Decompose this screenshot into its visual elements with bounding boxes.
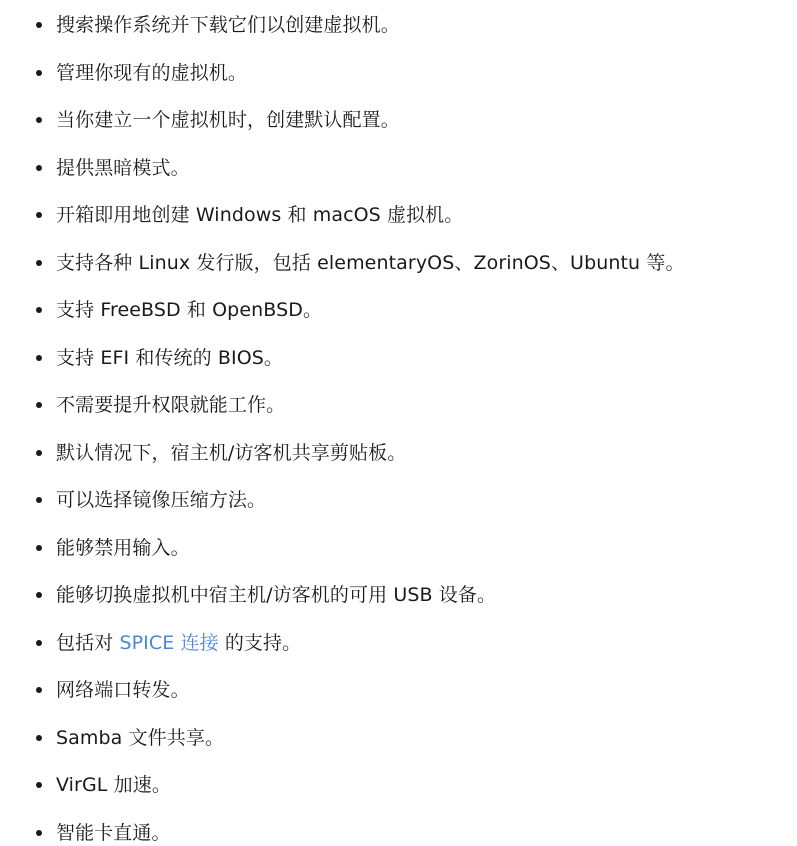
list-item (0, 535, 797, 561)
list-item-text: 智能卡直通。 (56, 821, 171, 844)
list-item (0, 155, 797, 181)
list-item-text: 网络端口转发。 (56, 679, 190, 701)
list-item (0, 392, 797, 418)
list-item-text: 支持 FreeBSD 和 OpenBSD。 (56, 299, 323, 321)
list-item (0, 297, 797, 323)
list-item-text: 提供黑暗模式。 (56, 156, 190, 179)
list-item-text: 包括对 (56, 631, 120, 654)
list-item-text: 开箱即用地创建 Windows 和 macOS 虚拟机。 (56, 204, 464, 226)
list-item-text: 的支持。 (218, 631, 302, 654)
list-item-text: 管理你现有的虚拟机。 (56, 61, 248, 84)
list-item-text: 当你建立一个虚拟机时，创建默认配置。 (56, 109, 400, 131)
list-item-text: 支持 EFI 和传统的 BIOS。 (56, 346, 284, 369)
list-item (0, 725, 797, 751)
list-item-text: 不需要提升权限就能工作。 (56, 394, 286, 416)
list-item (0, 60, 797, 86)
list-item (0, 677, 797, 703)
list-item (0, 202, 797, 228)
list-item (0, 345, 797, 371)
list-item (0, 630, 797, 656)
list-item (0, 820, 797, 846)
list-item-text: 支持各种 Linux 发行版，包括 elementaryOS、ZorinOS、Ubuntu 等。 (56, 251, 685, 274)
spice-link[interactable]: SPICE 连接 (119, 631, 219, 654)
list-item (0, 582, 797, 608)
list-item-text: 搜索操作系统并下载它们以创建虚拟机。 (56, 14, 400, 36)
list-item (0, 107, 797, 133)
list-item-text: 可以选择镜像压缩方法。 (56, 489, 267, 511)
list-item-text: 能够禁用输入。 (56, 536, 190, 559)
list-item (0, 12, 797, 38)
list-item (0, 772, 797, 798)
list-item (0, 487, 797, 513)
list-item-text: Samba 文件共享。 (56, 726, 225, 749)
list-item (0, 250, 797, 276)
list-item (0, 440, 797, 466)
list-item-text: 默认情况下，宿主机/访客机共享剪贴板。 (56, 441, 407, 464)
list-item-text: VirGL 加速。 (56, 774, 171, 796)
list-item-text: 能够切换虚拟机中宿主机/访客机的可用 USB 设备。 (56, 584, 497, 606)
